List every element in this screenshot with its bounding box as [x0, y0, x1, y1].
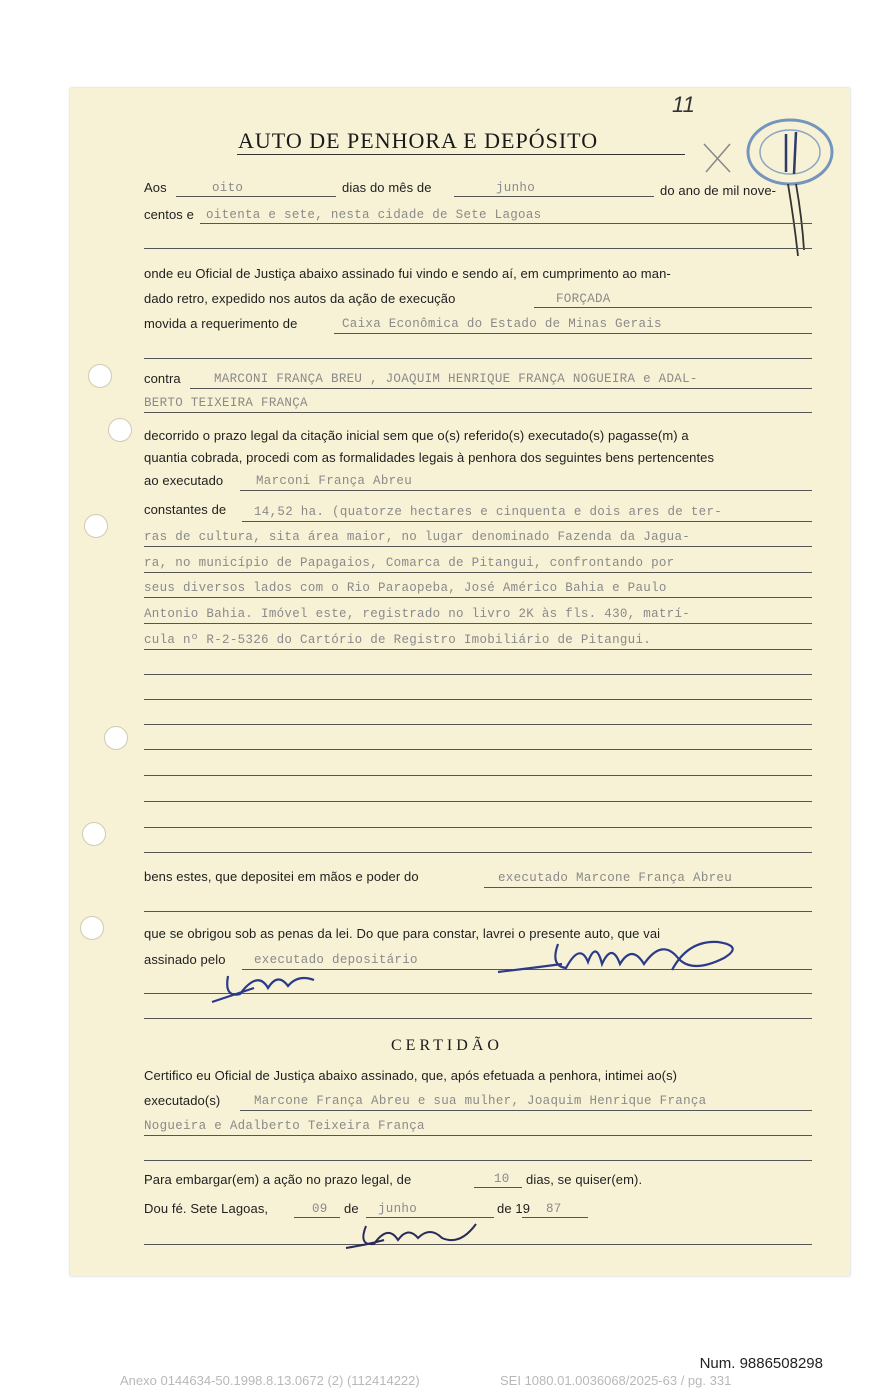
- filled-dia: 09: [312, 1202, 328, 1216]
- filled-bens-3: ra, no município de Papagaios, Comarca de Pitangui, confrontando por: [144, 556, 675, 570]
- filled-executados-1: MARCONI FRANÇA BREU , JOAQUIM HENRIQUE FRANÇA NOGUEIRA e ADAL-: [214, 372, 698, 386]
- certidao-heading: CERTIDÃO: [391, 1037, 503, 1054]
- filled-bens-2: ras de cultura, sita área maior, no lugar denominado Fazenda da Jagua-: [144, 530, 691, 544]
- binder-hole: [108, 418, 132, 442]
- text-dias-do-mes: dias do mês de: [342, 180, 432, 195]
- text-executados-label: executado(s): [144, 1093, 221, 1108]
- filled-certidao-executados-2: Nogueira e Adalberto Teixeira França: [144, 1119, 425, 1133]
- binder-hole: [80, 916, 104, 940]
- filled-acao: FORÇADA: [556, 292, 611, 306]
- binder-hole: [82, 822, 106, 846]
- filled-month: junho: [496, 181, 536, 195]
- body-line-2: dado retro, expedido nos autos da ação de execução: [144, 291, 456, 306]
- page-number: 11: [672, 92, 695, 117]
- text-assinado-pelo: assinado pelo: [144, 952, 226, 967]
- filled-ano: 87: [546, 1202, 562, 1216]
- signature-officer: [492, 928, 752, 988]
- text-movida: movida a requerimento de: [144, 316, 298, 331]
- binder-hole: [104, 726, 128, 750]
- filled-mes: junho: [378, 1202, 418, 1216]
- text-aos: Aos: [144, 180, 167, 195]
- filled-executado-nome: Marconi França Abreu: [256, 474, 413, 488]
- document-title: AUTO DE PENHORA E DEPÓSITO: [238, 128, 599, 153]
- footer-anexo: Anexo 0144634-50.1998.8.13.0672 (2) (112414222): [120, 1373, 420, 1388]
- margin-mark: [698, 138, 738, 178]
- text-de-2: de 19: [497, 1201, 531, 1216]
- footer-sei: SEI 1080.01.0036068/2025-63 / pg. 331: [500, 1373, 732, 1388]
- body-line-1: onde eu Oficial de Justiça abaixo assinado fui vindo e sendo aí, em cumprimento ao man-: [144, 266, 671, 281]
- binder-hole: [84, 514, 108, 538]
- text-de-1: de: [344, 1201, 359, 1216]
- filled-bens-1: 14,52 ha. (quatorze hectares e cinquenta e dois ares de ter-: [254, 505, 723, 519]
- filled-depositario: executado Marcone França Abreu: [498, 871, 733, 885]
- certidao-line-1: Certifico eu Oficial de Justiça abaixo assinado, que, após efetuada a penhora, intimei ao(s): [144, 1068, 678, 1083]
- text-dias: dias, se quiser(em).: [526, 1172, 643, 1187]
- filled-prazo: 10: [494, 1172, 510, 1186]
- text-ao-executado: ao executado: [144, 473, 224, 488]
- text-contra: contra: [144, 371, 181, 386]
- filled-bens-4: seus diversos lados com o Rio Paraopeba, José Américo Bahia e Paulo: [144, 581, 667, 595]
- text-constantes: constantes de: [144, 502, 227, 517]
- title-underline: [237, 154, 685, 155]
- filled-executados-2: BERTO TEIXEIRA FRANÇA: [144, 396, 308, 410]
- body-decorrido: decorrido o prazo legal da citação inicial sem que o(s) referido(s) executado(s) pagasse(m) a: [144, 428, 689, 443]
- text-bens-estes: bens estes, que depositei em mãos e poder do: [144, 869, 419, 884]
- filled-bens-6: cula nº R-2-5326 do Cartório de Registro Imobiliário de Pitangui.: [144, 633, 652, 647]
- stamp-seal: [742, 116, 838, 188]
- text-obrigou: que se obrigou sob as penas da lei. Do que para constar, lavrei o presente auto, que vai: [144, 926, 661, 941]
- filled-certidao-executados-1: Marcone França Abreu e sua mulher, Joaquim Henrique França: [254, 1094, 707, 1108]
- binder-hole: [88, 364, 112, 388]
- filled-year-place: oitenta e sete, nesta cidade de Sete Lagoas: [206, 208, 542, 222]
- signature-certidao: [340, 1216, 490, 1256]
- document-number: Num. 9886508298: [699, 1355, 823, 1372]
- signature-depositario: [206, 958, 326, 1012]
- filled-requerente: Caixa Econômica do Estado de Minas Gerais: [342, 317, 662, 331]
- text-centos-e: centos e: [144, 207, 194, 222]
- filled-day: oito: [212, 181, 244, 195]
- body-quantia: quantia cobrada, procedi com as formalidades legais à penhora dos seguintes bens pertencentes: [144, 450, 715, 465]
- filled-assinante: executado depositário: [254, 953, 418, 967]
- text-embargar: Para embargar(em) a ação no prazo legal, de: [144, 1172, 412, 1187]
- text-do-ano: do ano de mil nove-: [660, 183, 777, 198]
- filled-bens-5: Antonio Bahia. Imóvel este, registrado no livro 2K às fls. 430, matrí-: [144, 607, 691, 621]
- text-dou-fe: Dou fé. Sete Lagoas,: [144, 1201, 269, 1216]
